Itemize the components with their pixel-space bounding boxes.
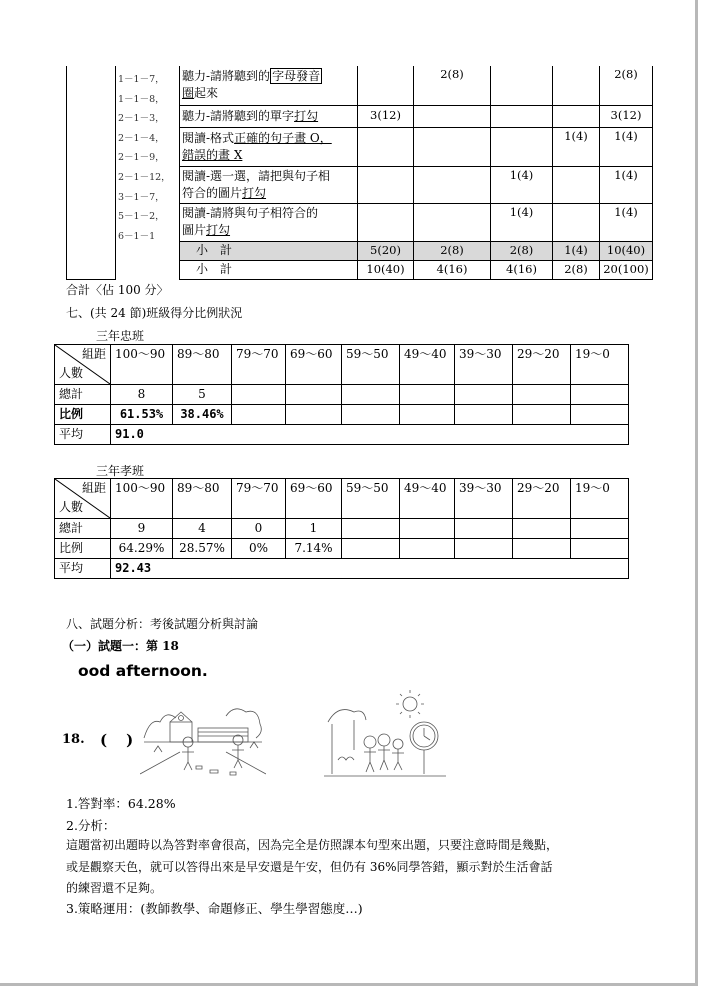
- count-cell: [491, 127, 553, 166]
- ratio-cell: 61.53%: [111, 405, 173, 425]
- ratio-cell: [571, 405, 629, 425]
- subtotal-cell: 1(4): [553, 241, 600, 260]
- indicator-code: 1－1－8，: [118, 93, 165, 105]
- count-cell: [358, 203, 414, 241]
- subtotal-cell: 10(40): [600, 241, 653, 260]
- subtotal-cell: 5(20): [358, 241, 414, 260]
- analysis-line: 或是觀察天色，就可以答得出來是早安還是午安，但仍有 36%同學答錯，顯示對於生活會話: [66, 860, 553, 874]
- total-cell: 1(4): [600, 203, 653, 241]
- ratio-cell: 28.57%: [173, 539, 232, 559]
- range-header: 19～0: [571, 345, 629, 385]
- indicator-code: 6－1－1: [118, 230, 156, 242]
- header-label-group: 組距: [81, 481, 106, 495]
- row-label: 平均: [55, 559, 111, 579]
- item-description: 閱讀-格式正確的句子畫 O， 錯誤的畫 X: [180, 127, 358, 166]
- count-cell: [342, 519, 400, 539]
- count-cell: [571, 385, 629, 405]
- ratio-cell: [455, 405, 513, 425]
- count-cell: [491, 105, 553, 127]
- count-cell: [513, 385, 571, 405]
- question-number: 18.: [62, 732, 85, 747]
- header-label-people: 人數: [59, 366, 84, 381]
- subtotal-cell: 2(8): [414, 241, 491, 260]
- ratio-cell: [513, 539, 571, 559]
- count-cell: [358, 166, 414, 203]
- range-header: 89～80: [173, 345, 232, 385]
- score-table-class1: [54, 344, 629, 445]
- range-header: 49～40: [400, 479, 455, 519]
- ratio-cell: [400, 405, 455, 425]
- header-row: [55, 479, 629, 519]
- range-header: 69～60: [286, 345, 342, 385]
- header-label-group: 組距: [81, 347, 106, 361]
- ratio-cell: [286, 405, 342, 425]
- table-row: [67, 66, 653, 105]
- count-cell: [414, 127, 491, 166]
- correct-rate: 1.答對率：64.28%: [66, 796, 176, 811]
- indicator-code: 2－1－3，: [118, 113, 165, 125]
- row-label: 平均: [55, 425, 111, 445]
- total-cell: 2(8): [600, 66, 653, 105]
- ratio-cell: [455, 539, 513, 559]
- range-header: 100～90: [111, 479, 173, 519]
- diagonal-header: [55, 479, 111, 519]
- count-cell: [414, 166, 491, 203]
- range-header: 89～80: [173, 479, 232, 519]
- ratio-cell: 64.29%: [111, 539, 173, 559]
- range-header: 79～70: [232, 345, 286, 385]
- count-cell: [400, 519, 455, 539]
- range-header: 39～30: [455, 345, 513, 385]
- subtotal-label: 小 計: [180, 260, 358, 279]
- average-row: [55, 425, 629, 445]
- count-cell: 0: [232, 519, 286, 539]
- indicator-code: 5－1－2，: [118, 211, 165, 223]
- total-cell: 3(12): [600, 105, 653, 127]
- item-description: 聽力-請將聽到的 字母發音 圈起來: [180, 66, 358, 105]
- clock-park-illustration: [324, 690, 446, 782]
- ratio-cell: [513, 405, 571, 425]
- ratio-cell: 7.14%: [286, 539, 342, 559]
- section-7-title: 七、(共 24 節)班級得分比例狀況: [66, 306, 243, 320]
- score-table-class2: [54, 478, 629, 579]
- row-label: 比例: [55, 539, 111, 559]
- count-cell: [232, 385, 286, 405]
- count-cell: [455, 519, 513, 539]
- analysis-line: 這題當初出題時以為答對率會很高，因為完全是仿照課本句型來出題，只要注意時間是幾點，: [66, 838, 559, 852]
- item-description: 聽力-請將聽到的單字打勾: [180, 105, 358, 127]
- count-cell: [358, 66, 414, 105]
- indicator-codes: [116, 66, 180, 279]
- count-cell: 9: [111, 519, 173, 539]
- count-cell: 1(4): [491, 166, 553, 203]
- count-cell: 3(12): [358, 105, 414, 127]
- item-description: 閱讀-選一選，請把與句子相 符合的圖片打勾: [180, 166, 358, 203]
- header-row: [55, 345, 629, 385]
- range-header: 59～50: [342, 479, 400, 519]
- count-cell: 8: [111, 385, 173, 405]
- test-spec-table: [66, 66, 653, 280]
- indicator-code: 1－1－7，: [118, 74, 165, 85]
- class-name-2: 三年孝班: [96, 464, 145, 478]
- subtotal-cell: 20(100): [600, 260, 653, 279]
- count-cell: [400, 385, 455, 405]
- count-cell: 1: [286, 519, 342, 539]
- count-cell: [342, 385, 400, 405]
- row-label: 總計: [55, 385, 111, 405]
- total-cell: 1(4): [600, 127, 653, 166]
- ratio-cell: [342, 405, 400, 425]
- range-header: 29～20: [513, 479, 571, 519]
- subtotal-cell: 10(40): [358, 260, 414, 279]
- count-cell: [553, 105, 600, 127]
- indicator-code: 2－1－12，: [118, 171, 171, 183]
- average-row: [55, 559, 629, 579]
- item-title: （一）試題一：第 18: [62, 639, 179, 653]
- count-cell: [553, 166, 600, 203]
- count-cell: [414, 203, 491, 241]
- heard-sentence: ood afternoon.: [78, 662, 208, 680]
- class-name-1: 三年忠班: [96, 329, 145, 343]
- range-header: 49～40: [400, 345, 455, 385]
- count-cell: 1(4): [553, 127, 600, 166]
- indicator-code: 3－1－7，: [118, 191, 165, 203]
- average-value: 92.43: [111, 559, 629, 579]
- average-value: 91.0: [111, 425, 629, 445]
- item-description: 閱讀-請將與句子相符合的 圖片打勾: [180, 203, 358, 241]
- subtotal-cell: 2(8): [491, 241, 553, 260]
- indicator-code: 2－1－9，: [118, 152, 165, 164]
- range-header: 69～60: [286, 479, 342, 519]
- analysis-heading: 2.分析：: [66, 818, 116, 833]
- range-header: 19～0: [571, 479, 629, 519]
- subtotal-label: 小 計: [180, 241, 358, 260]
- count-cell: [553, 66, 600, 105]
- total-note: 合計〈佔 100 分〉: [66, 283, 169, 297]
- answer-parentheses: ( ): [100, 731, 136, 749]
- ratio-row: [55, 539, 629, 559]
- range-header: 39～30: [455, 479, 513, 519]
- count-cell: [455, 385, 513, 405]
- total-row: [55, 519, 629, 539]
- count-cell: [358, 127, 414, 166]
- indicator-code: 2－1－4，: [118, 132, 165, 144]
- ratio-cell: [232, 405, 286, 425]
- ratio-cell: 0%: [232, 539, 286, 559]
- section-8-title: 八、試題分析：考後試題分析與討論: [66, 617, 259, 631]
- blank-cell: [67, 66, 116, 279]
- subtotal-cell: 4(16): [414, 260, 491, 279]
- ratio-cell: 38.46%: [173, 405, 232, 425]
- range-header: 79～70: [232, 479, 286, 519]
- ratio-cell: [342, 539, 400, 559]
- ratio-cell: [571, 539, 629, 559]
- ratio-cell: [400, 539, 455, 559]
- subtotal-cell: 2(8): [553, 260, 600, 279]
- diagonal-header: [55, 345, 111, 385]
- total-row: [55, 385, 629, 405]
- school-gate-illustration: [140, 698, 266, 778]
- count-cell: [414, 105, 491, 127]
- range-header: 59～50: [342, 345, 400, 385]
- ratio-row: [55, 405, 629, 425]
- count-cell: 2(8): [414, 66, 491, 105]
- row-label: 比例: [55, 405, 111, 425]
- count-cell: 4: [173, 519, 232, 539]
- total-cell: 1(4): [600, 166, 653, 203]
- count-cell: 5: [173, 385, 232, 405]
- range-header: 100～90: [111, 345, 173, 385]
- count-cell: [513, 519, 571, 539]
- range-header: 29～20: [513, 345, 571, 385]
- analysis-line: 的練習還不足夠。: [66, 881, 163, 895]
- row-label: 總計: [55, 519, 111, 539]
- subtotal-cell: 4(16): [491, 260, 553, 279]
- count-cell: [553, 203, 600, 241]
- count-cell: [491, 66, 553, 105]
- header-label-people: 人數: [59, 500, 84, 515]
- strategy-heading: 3.策略運用：(教師教學、命題修正、學生學習態度…): [66, 901, 363, 916]
- count-cell: 1(4): [491, 203, 553, 241]
- count-cell: [286, 385, 342, 405]
- count-cell: [571, 519, 629, 539]
